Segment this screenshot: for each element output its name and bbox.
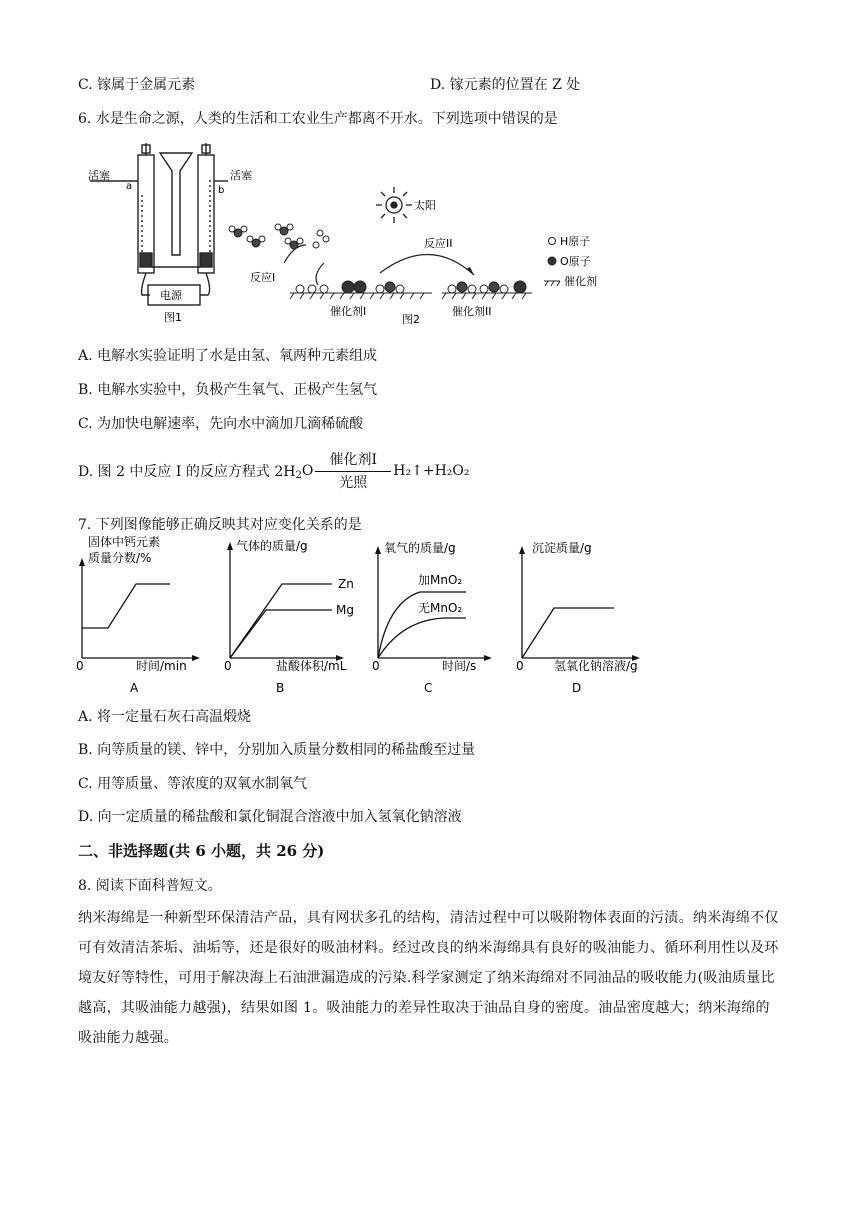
graph-b-origin: 0: [224, 659, 232, 673]
graph-c-without-mno2: [378, 618, 466, 658]
q6-option-d: [78, 445, 470, 497]
graph-d-caption: D: [572, 681, 582, 695]
reaction2-arrow-icon: [380, 254, 474, 275]
q6-option-c: C. 为加快电解速率，先向水中滴加几滴稀硫酸: [78, 416, 364, 432]
oxygen-symbol: O: [301, 463, 314, 479]
q7-option-a: A. 将一定量石灰石高温煅烧: [78, 709, 252, 725]
section2-title: 二、非选择题(共 6 小题，共 26 分): [78, 842, 325, 860]
graph-a-origin: 0: [76, 659, 84, 673]
subscript-two: 2: [295, 469, 302, 481]
legend-o: O原子: [560, 255, 591, 268]
q7-graphs: [70, 536, 670, 698]
q5-option-d: D. 镓元素的位置在 Z 处: [430, 77, 581, 93]
condition-bottom: 光照: [339, 474, 368, 491]
graph-c-caption: C: [424, 681, 433, 695]
fig2-reaction1: 反应I: [250, 271, 276, 284]
graph-a-ylabel1: 固体中钙元素: [88, 536, 161, 549]
graph-a-ylabel2: 质量分数/%: [88, 551, 152, 565]
graph-d-xlabel: 氢氧化钠溶液/g: [554, 659, 638, 673]
h-atom-legend-icon: [549, 238, 556, 245]
water-molecules: [229, 224, 329, 249]
q6-stem: 6. 水是生命之源，人类的生活和工农业生产都离不开水。下列选项中错误的是: [78, 111, 558, 127]
condition-top: 催化剂I: [329, 451, 378, 468]
graph-c-without-mno2-label: 无MnO₂: [418, 601, 463, 615]
graph-a-xlabel: 时间/min: [136, 659, 187, 673]
fig1-power: 电源: [160, 289, 182, 302]
q6-option-d-prefix: D. 图 2 中反应 I 的反应方程式 2H: [78, 464, 296, 480]
reaction-condition: [315, 452, 391, 491]
reaction-bar: [315, 471, 391, 472]
q7-stem: 7. 下列图像能够正确反映其对应变化关系的是: [78, 517, 362, 533]
q7-option-c: C. 用等质量、等浓度的双氧水制氧气: [78, 776, 308, 792]
q6-figure: [80, 135, 700, 330]
fig2-caption: 图2: [402, 313, 420, 326]
fig1-label-right: 活塞: [230, 169, 252, 182]
graph-c-origin: 0: [372, 659, 380, 673]
q6-option-a: A. 电解水实验证明了水是由氢、氧两种元素组成: [78, 348, 378, 364]
electrolysis-apparatus: [90, 143, 228, 305]
graph-c-with-mno2-label: 加MnO₂: [418, 573, 463, 587]
graph-c-ylabel: 氧气的质量/g: [384, 541, 456, 555]
q6-option-b: B. 电解水实验中，负极产生氧气、正极产生氢气: [78, 382, 378, 398]
fig2-catalyst2: 催化剂II: [452, 305, 492, 318]
graph-d-origin: 0: [516, 659, 524, 673]
o-atom-legend-icon: [548, 257, 556, 265]
catalyst-surface-1: [290, 281, 432, 299]
fig2-reaction2: 反应II: [424, 237, 453, 250]
q7-option-d: D. 向一定质量的稀盐酸和氯化铜混合溶液中加入氢氧化钠溶液: [78, 809, 462, 825]
graph-b-xlabel: 盐酸体积/mL: [276, 659, 347, 673]
graph-b-ylabel: 气体的质量/g: [236, 539, 308, 553]
graph-d-curve: [522, 608, 614, 658]
q5-option-c: C. 镓属于金属元素: [78, 77, 196, 93]
catalyst-surface-2: [442, 281, 532, 299]
graph-b-mg: Mg: [336, 603, 354, 617]
graph-b-mg-line: [230, 610, 332, 658]
fig1-tube-a: a: [126, 181, 133, 192]
q7-option-b: B. 向等质量的镁、锌中，分别加入质量分数相同的稀盐酸至过量: [78, 742, 476, 758]
graph-a-curve: [82, 584, 170, 628]
legend-h: H原子: [560, 235, 591, 248]
fig1-label-left: 活塞: [88, 169, 110, 182]
graph-b-zn-line: [230, 584, 332, 658]
graph-a-caption: A: [130, 681, 139, 695]
q8-stem: 8. 阅读下面科普短文。: [78, 878, 222, 894]
q6-option-d-products: H₂↑+H₂O₂: [393, 463, 470, 479]
graph-c-xlabel: 时间/s: [442, 659, 477, 673]
q8-paragraph: 纳米海绵是一种新型环保清洁产品，具有网状多孔的结构，清洁过程中可以吸附物体表面的污渍。纳米海绵不仅可有效清洁茶垢、油垢等，还是很好的吸油材料。经过改良的纳米海绵具有良好的吸油能力、循环利用性以及环境友好等特性，可用于解决海上石油泄漏造成的污染.科学家测定了纳米海绵对不同油品的吸收能力(吸油质量比越高，其吸油能力越强)，结果如图 1。吸油能力的差异性取决于油品自身的密度。油品密度越大；纳米海绵的吸油能力越强。: [78, 910, 779, 1046]
graph-d-ylabel: 沉淀质量/g: [532, 541, 592, 555]
catalyst-legend-icon: [544, 281, 560, 286]
sun-icon: [376, 187, 412, 223]
fig1-caption: 图1: [164, 311, 182, 324]
graph-b-zn: Zn: [338, 577, 354, 591]
legend-catalyst: 催化剂: [564, 275, 597, 288]
fig2-sun: 太阳: [414, 199, 436, 212]
fig2-catalyst1: 催化剂I: [330, 305, 367, 318]
fig1-tube-b: b: [218, 185, 225, 196]
arrow-icon: [316, 263, 324, 285]
graph-b-caption: B: [276, 681, 285, 695]
